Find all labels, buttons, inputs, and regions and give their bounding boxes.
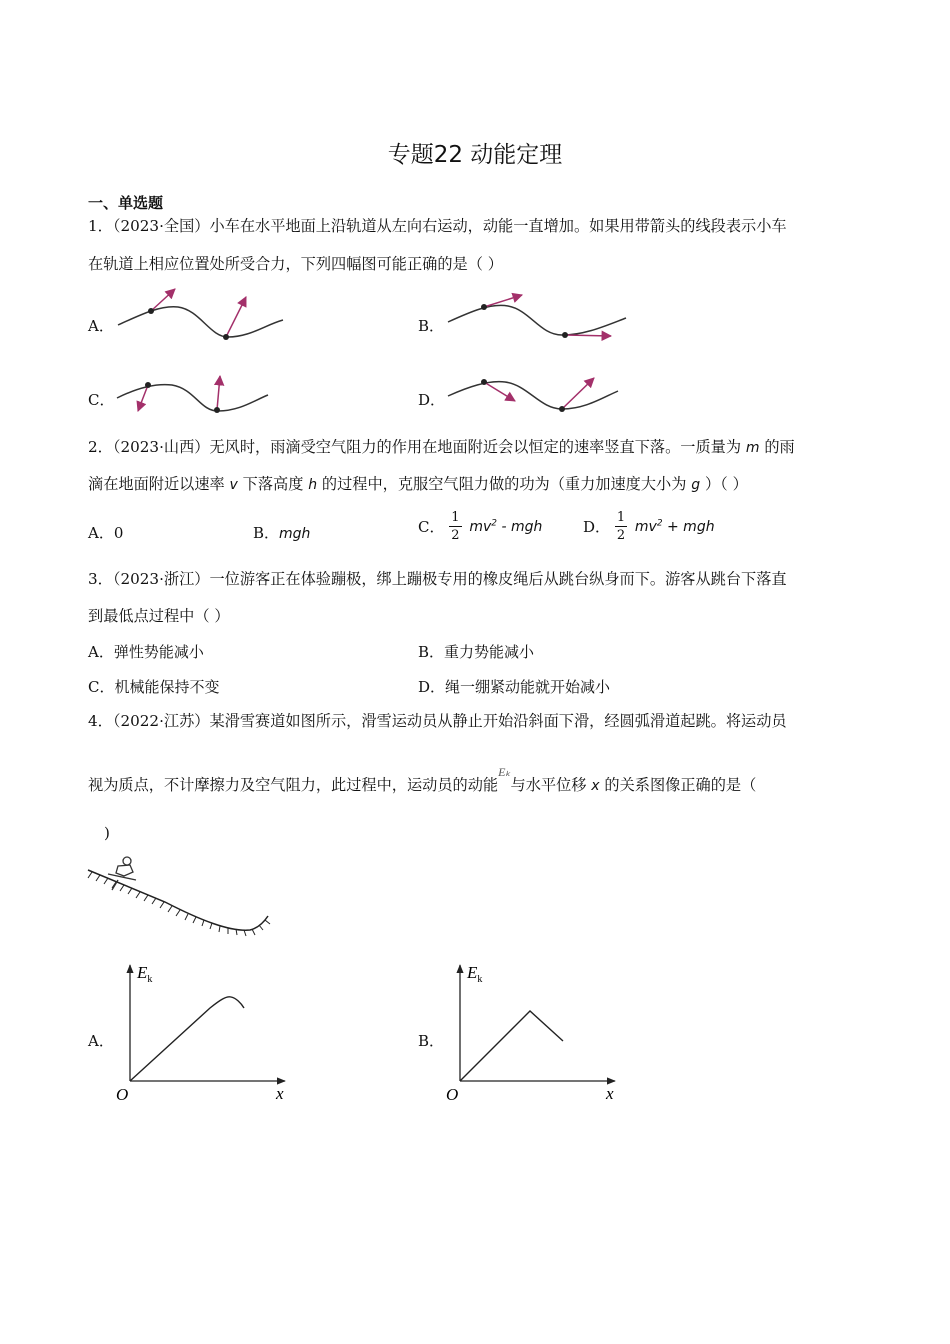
q1-stem-line1: 1．（2023·全国）小车在水平地面上沿轨道从左向右运动，动能一直增加。如果用带箭头的线段表示小车 [88,217,787,235]
q3-option-a[interactable]: A．弹性势能减小 [88,643,204,661]
q4-text-b: 与水平位移 [510,776,587,794]
q1-option-a-label[interactable]: A． [88,317,114,335]
section-heading: 一、单选题 [88,194,164,212]
q4-ek-symbol: Eₖ [498,765,511,779]
q4-option-a-label[interactable]: A． [88,1032,114,1050]
q2-text-a: 2．（2023·山西）无风时，雨滴受空气阻力的作用在地面附近会以恒定的速率竖直下落。一质量为 [88,438,742,456]
q2-text-b: 的雨 [764,438,795,456]
q2-option-a[interactable]: A．0 [88,524,124,542]
graph-a [116,963,285,1104]
q1-figure-c [117,376,268,413]
skier-icon [108,857,136,890]
q2-option-d-label: D． [583,518,611,536]
q4-stem-line2 [88,765,757,796]
q2-option-b[interactable] [253,522,310,543]
q2-option-b-label: B． [253,524,280,542]
q4-text-c: 的关系图像正确的是（ [604,776,757,794]
graph-b-ylabel: $E_k$ [467,963,483,985]
q2-option-c-formula: $mv^2$ - mgh [469,517,543,535]
q2-var-h: h [308,477,318,493]
q3-stem-line1: 3．（2023·浙江）一位游客正在体验蹦极，绑上蹦极专用的橡皮绳后从跳台纵身而下。游客从跳台下落直 [88,570,787,588]
graph-b-origin: O [446,1085,459,1104]
q3-stem-line2: 到最低点过程中（ ） [88,607,230,625]
q4-option-b-label[interactable]: B． [418,1032,445,1050]
q1-option-b-label[interactable]: B． [418,317,445,335]
q2-stem-line1 [88,437,795,458]
q2-option-c-fraction: $\frac{1}{2}$ [451,510,460,543]
q2-text-d: 下落高度 [242,475,304,493]
q2-option-d-fraction: $\frac{1}{2}$ [616,510,626,543]
q2-var-g: g [691,477,701,493]
graph-a-xlabel: x [276,1084,284,1103]
q1-option-d-label[interactable]: D． [418,391,446,409]
q1-stem-line2: 在轨道上相应位置处所受合力，下列四幅图可能正确的是（ ） [88,255,503,273]
q2-option-c-label: C． [418,518,445,536]
q1-figure-d [448,378,618,412]
ski-track-diagram [0,850,300,950]
q2-var-m: m [745,440,760,456]
q4-text-a: 视为质点，不计摩擦力及空气阻力，此过程中，运动员的动能 [88,776,499,794]
q2-option-c[interactable] [418,509,542,544]
graph-b-xlabel: x [606,1084,614,1103]
q2-text-e: 的过程中，克服空气阻力做的功为（重力加速度大小为 [321,475,687,493]
q4-stem-line3: ) [104,824,110,842]
q3-option-c[interactable]: C．机械能保持不变 [88,678,220,696]
q2-option-d[interactable] [583,509,715,544]
q1-figure-b [448,295,626,338]
q2-stem-line2 [88,474,748,495]
q1-option-c-label[interactable]: C． [88,391,115,409]
page-title: 专题22 动能定理 [387,142,563,168]
q1-diagrams [0,0,950,430]
q2-text-c: 滴在地面附近以速率 [88,475,225,493]
q2-option-d-formula: $mv^2$ + mgh [634,517,715,535]
graph-a-origin: O [116,1085,129,1104]
q2-option-b-formula: mgh [279,526,311,542]
q3-option-d[interactable]: D．绳一绷紧动能就开始减小 [418,678,611,696]
q4-stem-line1: 4．（2022·江苏）某滑雪赛道如图所示，滑雪运动员从静止开始沿斜面下滑，经圆弧滑道起跳。将运动员 [88,712,787,730]
q4-var-x: x [591,778,600,794]
q2-text-f: ）（ ） [704,475,748,493]
q3-option-b[interactable]: B．重力势能减小 [418,643,535,661]
graph-b [446,963,615,1104]
q1-figure-a [118,289,283,340]
graph-a-ylabel: $E_k$ [137,963,153,985]
q2-var-v: v [229,477,238,493]
q4-graphs [0,950,950,1110]
